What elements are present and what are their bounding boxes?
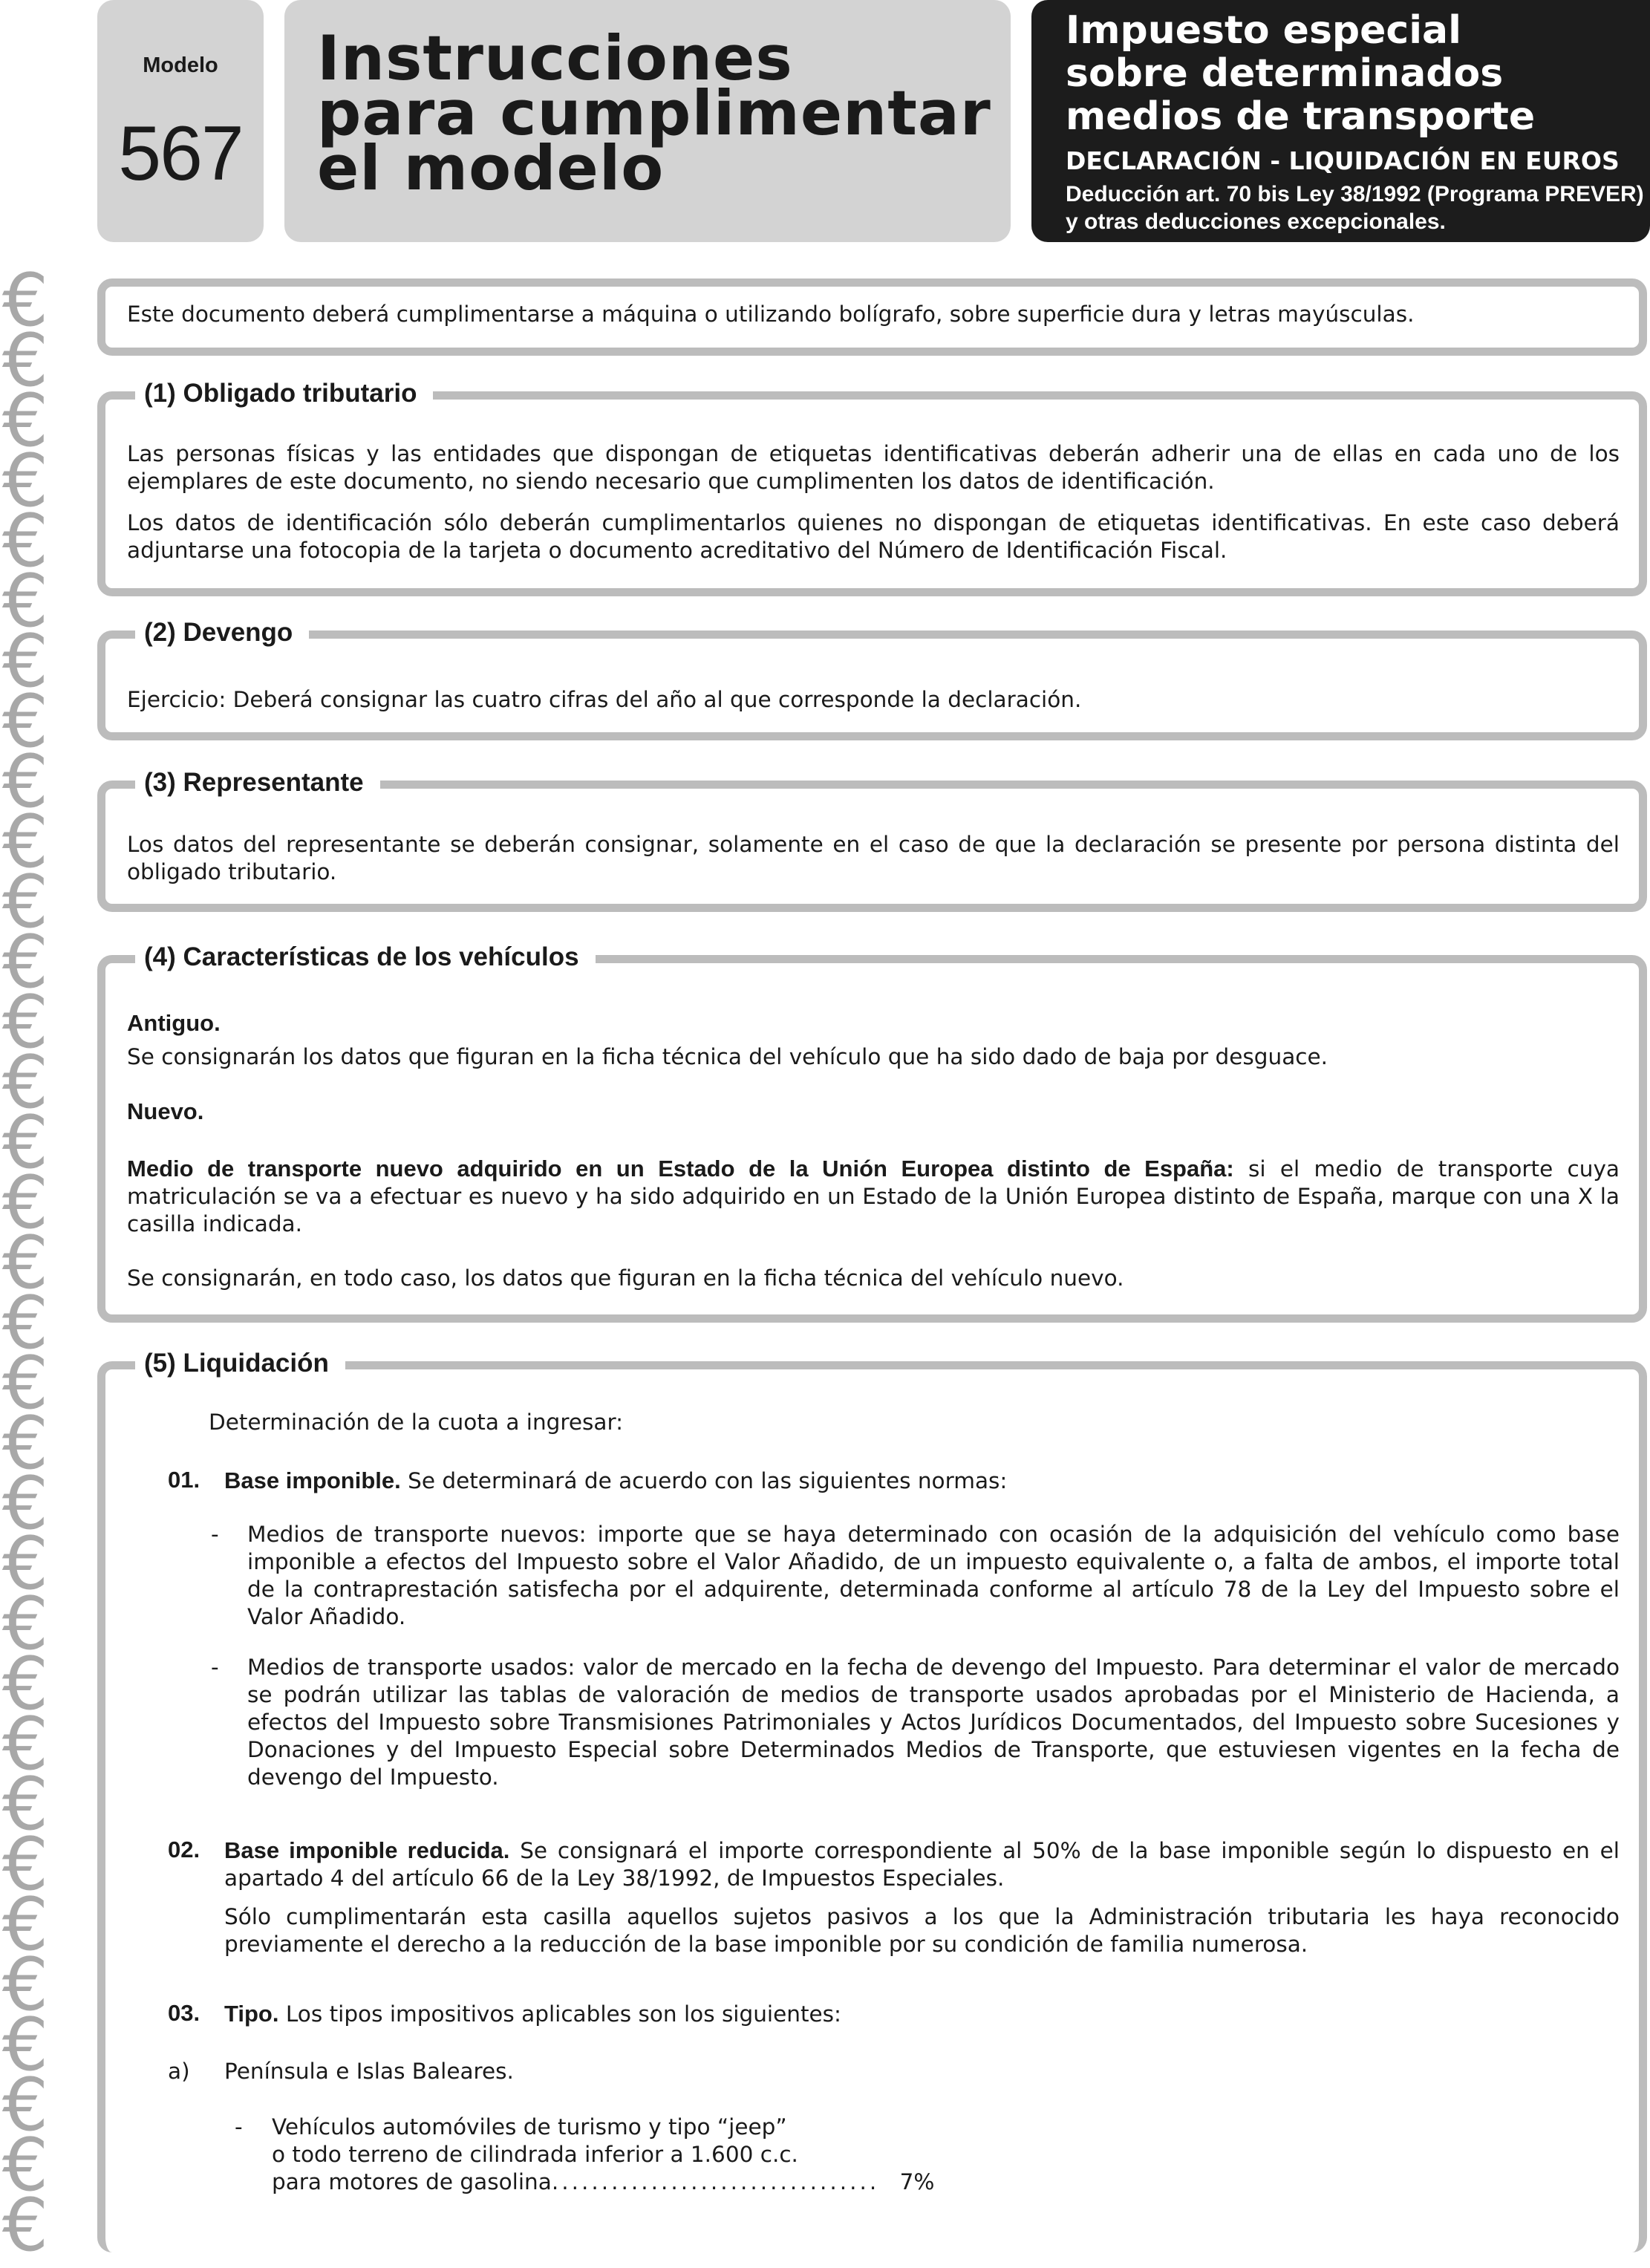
section-caracteristicas-vehiculos	[97, 942, 1647, 1323]
section-devengo	[97, 618, 1647, 740]
euro-icon: €	[1, 1822, 49, 1907]
section-title: (3) Representante	[135, 766, 380, 799]
item-label: Tipo.	[224, 2001, 279, 2027]
euro-icon: €	[1, 619, 49, 704]
section-representante	[97, 768, 1647, 912]
section-title: (1) Obligado tributario	[135, 377, 433, 410]
euro-icon: €	[1, 740, 49, 824]
document-title	[317, 22, 991, 204]
euro-icon: €	[1, 1522, 49, 1606]
euro-icon: €	[1, 2123, 49, 2208]
modelo-badge	[97, 0, 264, 242]
bullet-dash: -	[211, 1522, 219, 1547]
euro-icon: €	[1, 1883, 49, 1967]
deduction-note	[1066, 180, 1644, 235]
euro-icon: €	[1, 439, 49, 524]
euro-icon: €	[1, 258, 49, 343]
tax-line-3: medios de transporte	[1066, 94, 1536, 139]
euro-icon: €	[1, 1101, 49, 1185]
euro-icon: €	[1, 559, 49, 644]
antiguo-label: Antiguo.	[127, 1010, 221, 1036]
intro-text: Este documento deberá cumplimentarse a máquina o utilizando bolígrafo, sobre superficie dura y letras mayúsculas.	[127, 302, 1415, 327]
euro-icon: €	[1, 680, 49, 764]
intro-box	[97, 278, 1647, 356]
euro-icon: €	[1, 920, 49, 1005]
document-title-panel	[284, 0, 1011, 242]
euro-icon: €	[1, 860, 49, 945]
item-text: Se consignará el importe correspondiente al 50% de la base imponible según lo dispuesto en el apartado 4 del artículo 66 de la Ley 38/1992, de Impuestos Especiales.	[224, 1838, 1620, 1891]
euro-pattern-strip	[0, 258, 68, 2268]
euro-icon: €	[1, 800, 49, 884]
medio-label: Medio de transporte nuevo adquirido en un Estado de la Unión Europea distinto de España:	[127, 1156, 1234, 1182]
declaration-type: DECLARACIÓN - LIQUIDACIÓN EN EUROS	[1066, 146, 1620, 175]
euro-icon: €	[1, 1702, 49, 1787]
medio-text: si el medio de transporte cuya matriculación se va a efectuar es nuevo y ha sido adquirido en un Estado de la Unión Europea distinto de España, marque con una X la casilla indicada.	[127, 1156, 1620, 1236]
euro-icon: €	[1, 1161, 49, 1245]
item-number: 03.	[168, 2000, 200, 2026]
item-03	[224, 2000, 1620, 2028]
deduction-line-1: Deducción art. 70 bis Ley 38/1992 (Programa PREVER)	[1066, 182, 1644, 206]
modelo-label: Modelo	[143, 53, 218, 77]
item-label: Base imponible reducida.	[224, 1837, 510, 1863]
tax-info-panel	[1031, 0, 1650, 242]
euro-icon: €	[1, 1462, 49, 1546]
section-title: (2) Devengo	[135, 616, 309, 649]
bullet-text: Medios de transporte nuevos: importe que se haya determinado con ocasión de la adquisición del vehículo como base imponible a efectos del Impuesto sobre el Valor Añadido, de un impuesto equivalente o, a falta de ambos, el importe total de la contraprestación satisfecha por el adquirente, determinada conforme al artículo 78 de la Ley del Impuesto sobre el Valor Añadido.	[247, 1522, 1620, 1629]
item-text: Se determinará de acuerdo con las siguientes normas:	[400, 1468, 1008, 1493]
tax-line-2: sobre determinados	[1066, 51, 1504, 96]
rate-item	[272, 2114, 934, 2196]
euro-icon: €	[1, 1401, 49, 1486]
paragraph: Se consignarán los datos que figuran en la ficha técnica del vehículo que ha sido dado de baja por desguace.	[127, 1044, 1328, 1069]
euro-icon: €	[1, 1221, 49, 1306]
nuevo-label: Nuevo.	[127, 1098, 204, 1124]
rate-line-1: Vehículos automóviles de turismo y tipo “jeep”	[272, 2114, 787, 2140]
rate-line-2: o todo terreno de cilindrada inferior a 1.600 c.c.	[272, 2142, 798, 2167]
section-liquidacion	[97, 1349, 1647, 2252]
euro-icon: €	[1, 1040, 49, 1125]
title-line-3: el modelo	[317, 132, 665, 204]
item-number: 02.	[168, 1837, 200, 1863]
deduction-line-2: y otras deducciones excepcionales.	[1066, 209, 1446, 234]
rate-line-3: para motores de gasolina................................. 7%	[272, 2169, 935, 2194]
modelo-number: 567	[118, 111, 243, 197]
euro-icon: €	[1, 980, 49, 1065]
item-label: Base imponible.	[224, 1467, 401, 1493]
paragraph: Las personas físicas y las entidades que dispongan de etiquetas identificativas deberán adherir una de ellas en cada uno de los ejemplares de este documento, no siendo necesario que cumplimenten los datos de identificación.	[127, 441, 1620, 494]
euro-icon: €	[1, 1943, 49, 2027]
section-title: (5) Liquidación	[135, 1347, 345, 1380]
subitem-letter: a)	[168, 2059, 190, 2084]
paragraph: Sólo cumplimentarán esta casilla aquellos sujetos pasivos a los que la Administración tributaria les haya reconocido previamente el derecho a la reducción de la base imponible por su condición de familia numerosa.	[224, 1904, 1620, 1957]
item-01	[224, 1467, 1620, 1495]
euro-icon: €	[1, 1762, 49, 1847]
item-number: 01.	[168, 1467, 200, 1493]
euro-icon: €	[1, 499, 49, 584]
tax-line-1: Impuesto especial	[1066, 8, 1461, 53]
item-text: Los tipos impositivos aplicables son los siguientes:	[278, 2001, 841, 2027]
bullet-dash: -	[211, 1655, 219, 1680]
bullet-dash: -	[235, 2114, 243, 2140]
euro-icon: €	[1, 2063, 49, 2148]
title-line-2: para cumplimentar	[317, 77, 991, 149]
euro-icon: €	[1, 1582, 49, 1666]
tax-name	[1066, 9, 1535, 138]
euro-icon: €	[1, 1341, 49, 1426]
paragraph	[127, 1155, 1620, 1238]
dot-leader: .................................	[551, 2169, 880, 2194]
paragraph: Determinación de la cuota a ingresar:	[209, 1410, 624, 1435]
euro-icon: €	[1, 1642, 49, 1727]
euro-icon: €	[1, 2183, 49, 2268]
section-obligado-tributario	[97, 379, 1647, 596]
paragraph: Los datos del representante se deberán consignar, solamente en el caso de que la declaración se presente por persona distinta del obligado tributario.	[127, 832, 1620, 884]
euro-icon: €	[1, 2003, 49, 2088]
title-line-1: Instrucciones	[317, 22, 793, 94]
subitem-text: Península e Islas Baleares.	[224, 2059, 514, 2084]
bullet-text: Medios de transporte usados: valor de mercado en la fecha de devengo del Impuesto. Para determinar el valor de mercado se podrán utilizar las tablas de valoración de medios de transporte usados aprobadas por el Ministerio de Hacienda, a efectos del Impuesto sobre Transmisiones Patrimoniales y Actos Jurídicos Documentados, del Impuesto sobre Sucesiones y Donaciones y del Impuesto Especial sobre Determinados Medios de Transporte, que estuviesen vigentes en la fecha de devengo del Impuesto.	[247, 1655, 1620, 1790]
euro-icon: €	[1, 319, 49, 403]
euro-icon: €	[1, 379, 49, 463]
paragraph: Se consignarán, en todo caso, los datos que figuran en la ficha técnica del vehículo nuevo.	[127, 1265, 1124, 1291]
paragraph: Ejercicio: Deberá consignar las cuatro cifras del año al que corresponde la declaración.	[127, 687, 1082, 712]
item-02	[224, 1837, 1620, 1892]
section-title: (4) Características de los vehículos	[135, 941, 596, 974]
paragraph: Los datos de identificación sólo deberán cumplimentarlos quienes no dispongan de etiquetas identificativas. En este caso deberá adjuntarse una fotocopia de la tarjeta o documento acreditativo del Número de Identificación Fiscal.	[127, 510, 1620, 563]
euro-icon: €	[1, 1281, 49, 1366]
rate-value: 7%	[899, 2169, 935, 2194]
